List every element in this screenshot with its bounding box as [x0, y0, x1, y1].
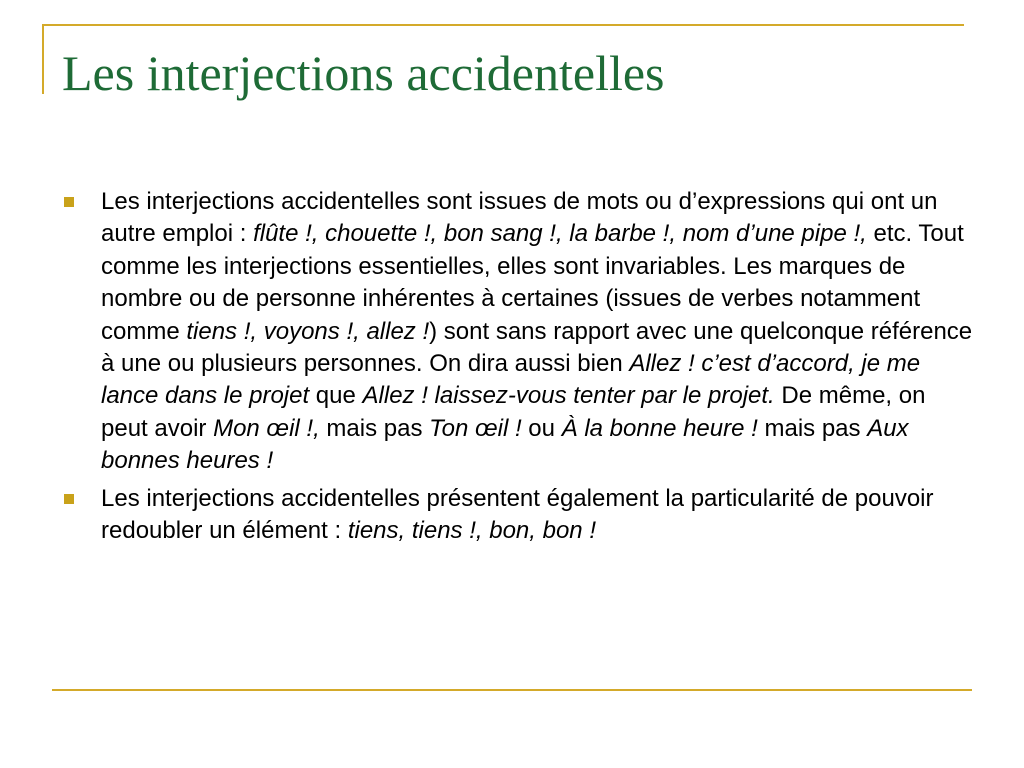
- body-text: mais pas: [757, 414, 868, 442]
- left-accent-line: [42, 24, 44, 94]
- italic-example-text: tiens !, voyons !, allez !: [186, 317, 430, 345]
- body-text: mais pas: [319, 414, 430, 442]
- italic-example-text: Allez ! laissez-vous tenter par le projet.: [362, 382, 775, 410]
- square-bullet-icon: [64, 494, 74, 504]
- body-text: Les interjections accidentelles sont issues de mots ou d’expressions qui ont un autre emploi :: [101, 188, 938, 248]
- bullet-list: [64, 186, 974, 552]
- italic-example-text: Ton œil !: [429, 414, 522, 442]
- slide-title: Les interjections accidentelles: [62, 45, 665, 101]
- body-text: ) sont sans rapport avec une quelconque référence à une ou plusieurs personnes. On dira aussi bien: [101, 317, 973, 378]
- square-bullet-icon: [64, 197, 74, 207]
- italic-example-text: flûte !, chouette !, bon sang !, la barbe !, nom d’une pipe !,: [253, 220, 867, 248]
- bullet-text-1: [101, 186, 974, 478]
- body-text: etc. Tout comme les interjections essentielles, elles sont invariables. Les marques de nombre ou de personne inhérentes à certaines (issues de verbes notamment comme: [101, 220, 964, 345]
- body-text: que: [309, 382, 363, 410]
- body-text: Les interjections accidentelles présentent également la particularité de pouvoir redoubler un élément :: [101, 484, 934, 545]
- italic-example-text: À la bonne heure !: [561, 414, 758, 442]
- bullet-text-2: [101, 483, 974, 548]
- italic-example-text: Allez ! c’est d’accord, je me lance dans le projet: [101, 350, 921, 410]
- top-divider-line: [42, 24, 964, 26]
- bullet-item-2: [64, 483, 974, 548]
- italic-example-text: Aux bonnes heures !: [101, 414, 909, 475]
- body-text: De même, on peut avoir: [101, 382, 926, 442]
- italic-example-text: tiens, tiens !, bon, bon !: [347, 517, 596, 545]
- body-text: ou: [521, 414, 562, 442]
- italic-example-text: Mon œil !,: [213, 414, 320, 442]
- bullet-item-1: [64, 186, 974, 478]
- bottom-divider-line: [52, 689, 972, 691]
